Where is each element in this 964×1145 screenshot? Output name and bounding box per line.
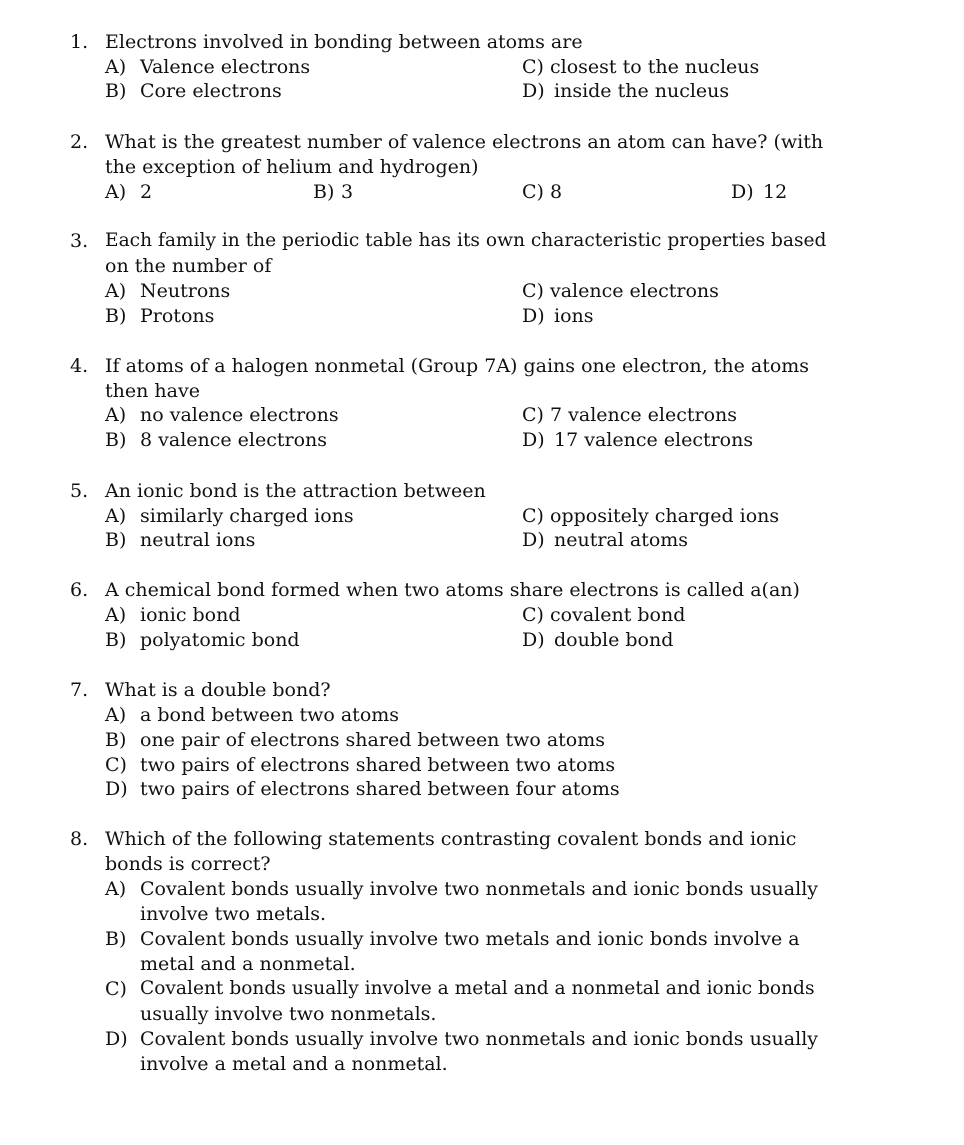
option-letter: D) xyxy=(522,80,545,102)
option-text: two pairs of electrons shared between two atoms xyxy=(140,754,616,776)
option-letter: A) xyxy=(105,505,127,527)
option-letter: C) xyxy=(522,404,544,426)
option-text: Covalent bonds usually involve two nonmetals and ionic bonds usually xyxy=(140,878,819,900)
option-letter: A) xyxy=(105,56,127,78)
question-stem: A chemical bond formed when two atoms share electrons is called a(an) xyxy=(105,579,800,601)
question-number: 1. xyxy=(70,31,89,53)
option-letter: B) xyxy=(105,429,127,451)
option-text: Covalent bonds usually involve two metals and ionic bonds involve a xyxy=(140,928,800,950)
question-stem: Electrons involved in bonding between atoms are xyxy=(105,31,583,53)
option-letter: B) xyxy=(313,181,335,203)
option-text: 8 valence electrons xyxy=(140,429,328,451)
option-text: no valence electrons xyxy=(140,404,339,426)
option-text: Covalent bonds usually involve a metal and a nonmetal and ionic bonds xyxy=(140,978,815,999)
option-text: Core electrons xyxy=(140,80,282,102)
option-text: closest to the nucleus xyxy=(550,56,760,78)
option-text: Protons xyxy=(140,305,215,327)
option-text: 17 valence electrons xyxy=(554,429,754,451)
option-text: metal and a nonmetal. xyxy=(140,953,356,975)
option-text: involve two metals. xyxy=(140,903,327,925)
option-text: 3 xyxy=(341,181,354,203)
option-text: Valence electrons xyxy=(140,56,311,78)
question-number: 8. xyxy=(70,828,89,850)
option-text: neutral atoms xyxy=(554,529,689,551)
option-text: inside the nucleus xyxy=(554,80,730,102)
option-letter: D) xyxy=(522,629,545,651)
option-text: polyatomic bond xyxy=(140,629,300,651)
option-letter: C) xyxy=(105,978,127,1000)
option-text: Covalent bonds usually involve two nonmetals and ionic bonds usually xyxy=(140,1028,819,1050)
option-letter: B) xyxy=(105,305,127,327)
option-text: usually involve two nonmetals. xyxy=(140,1003,437,1025)
option-letter: D) xyxy=(105,1028,128,1050)
option-letter: D) xyxy=(522,429,545,451)
option-text: oppositely charged ions xyxy=(550,505,780,527)
option-text: double bond xyxy=(554,629,674,651)
option-text: 2 xyxy=(140,181,153,203)
option-text: Neutrons xyxy=(140,280,231,302)
option-text: ions xyxy=(554,305,594,327)
option-letter: A) xyxy=(105,878,127,900)
option-letter: A) xyxy=(105,181,127,203)
option-letter: B) xyxy=(105,529,127,551)
question-stem: on the number of xyxy=(105,255,272,277)
option-letter: B) xyxy=(105,928,127,950)
option-text: 12 xyxy=(763,181,788,203)
option-text: valence electrons xyxy=(550,280,719,302)
option-letter: D) xyxy=(522,305,545,327)
question-stem: What is the greatest number of valence electrons an atom can have? (with xyxy=(105,131,824,153)
option-letter: A) xyxy=(105,604,127,626)
question-number: 7. xyxy=(70,679,89,701)
option-letter: C) xyxy=(522,280,544,302)
option-letter: D) xyxy=(731,181,754,203)
question-stem: bonds is correct? xyxy=(105,853,271,875)
option-letter: A) xyxy=(105,280,127,302)
option-letter: B) xyxy=(105,729,127,751)
option-text: neutral ions xyxy=(140,529,256,551)
option-letter: C) xyxy=(522,604,544,626)
option-text: 8 xyxy=(550,181,563,203)
option-letter: D) xyxy=(522,529,545,551)
question-stem: Which of the following statements contrasting covalent bonds and ionic xyxy=(105,828,797,850)
option-letter: C) xyxy=(522,181,544,203)
option-text: a bond between two atoms xyxy=(140,704,400,726)
question-stem: An ionic bond is the attraction between xyxy=(105,480,486,502)
option-text: one pair of electrons shared between two atoms xyxy=(140,729,606,751)
option-letter: D) xyxy=(105,778,128,800)
option-letter: A) xyxy=(105,404,127,426)
option-text: similarly charged ions xyxy=(140,505,354,527)
option-text: ionic bond xyxy=(140,604,241,626)
question-number: 4. xyxy=(70,355,89,377)
question-number: 6. xyxy=(70,579,89,601)
question-number: 2. xyxy=(70,131,89,153)
option-text: covalent bond xyxy=(550,604,686,626)
option-text: 7 valence electrons xyxy=(550,404,738,426)
question-stem: If atoms of a halogen nonmetal (Group 7A) gains one electron, the atoms xyxy=(105,355,810,377)
question-number: 5. xyxy=(70,480,89,502)
option-letter: C) xyxy=(105,754,127,776)
option-letter: B) xyxy=(105,80,127,102)
question-stem: then have xyxy=(105,380,200,402)
option-letter: C) xyxy=(522,505,544,527)
question-number: 3. xyxy=(70,230,89,252)
option-letter: C) xyxy=(522,56,544,78)
question-stem: the exception of helium and hydrogen) xyxy=(105,156,479,178)
question-stem: Each family in the periodic table has its own characteristic properties based xyxy=(105,230,827,251)
option-text: two pairs of electrons shared between four atoms xyxy=(140,778,620,800)
option-letter: B) xyxy=(105,629,127,651)
question-stem: What is a double bond? xyxy=(105,679,331,701)
option-letter: A) xyxy=(105,704,127,726)
option-text: involve a metal and a nonmetal. xyxy=(140,1053,448,1075)
